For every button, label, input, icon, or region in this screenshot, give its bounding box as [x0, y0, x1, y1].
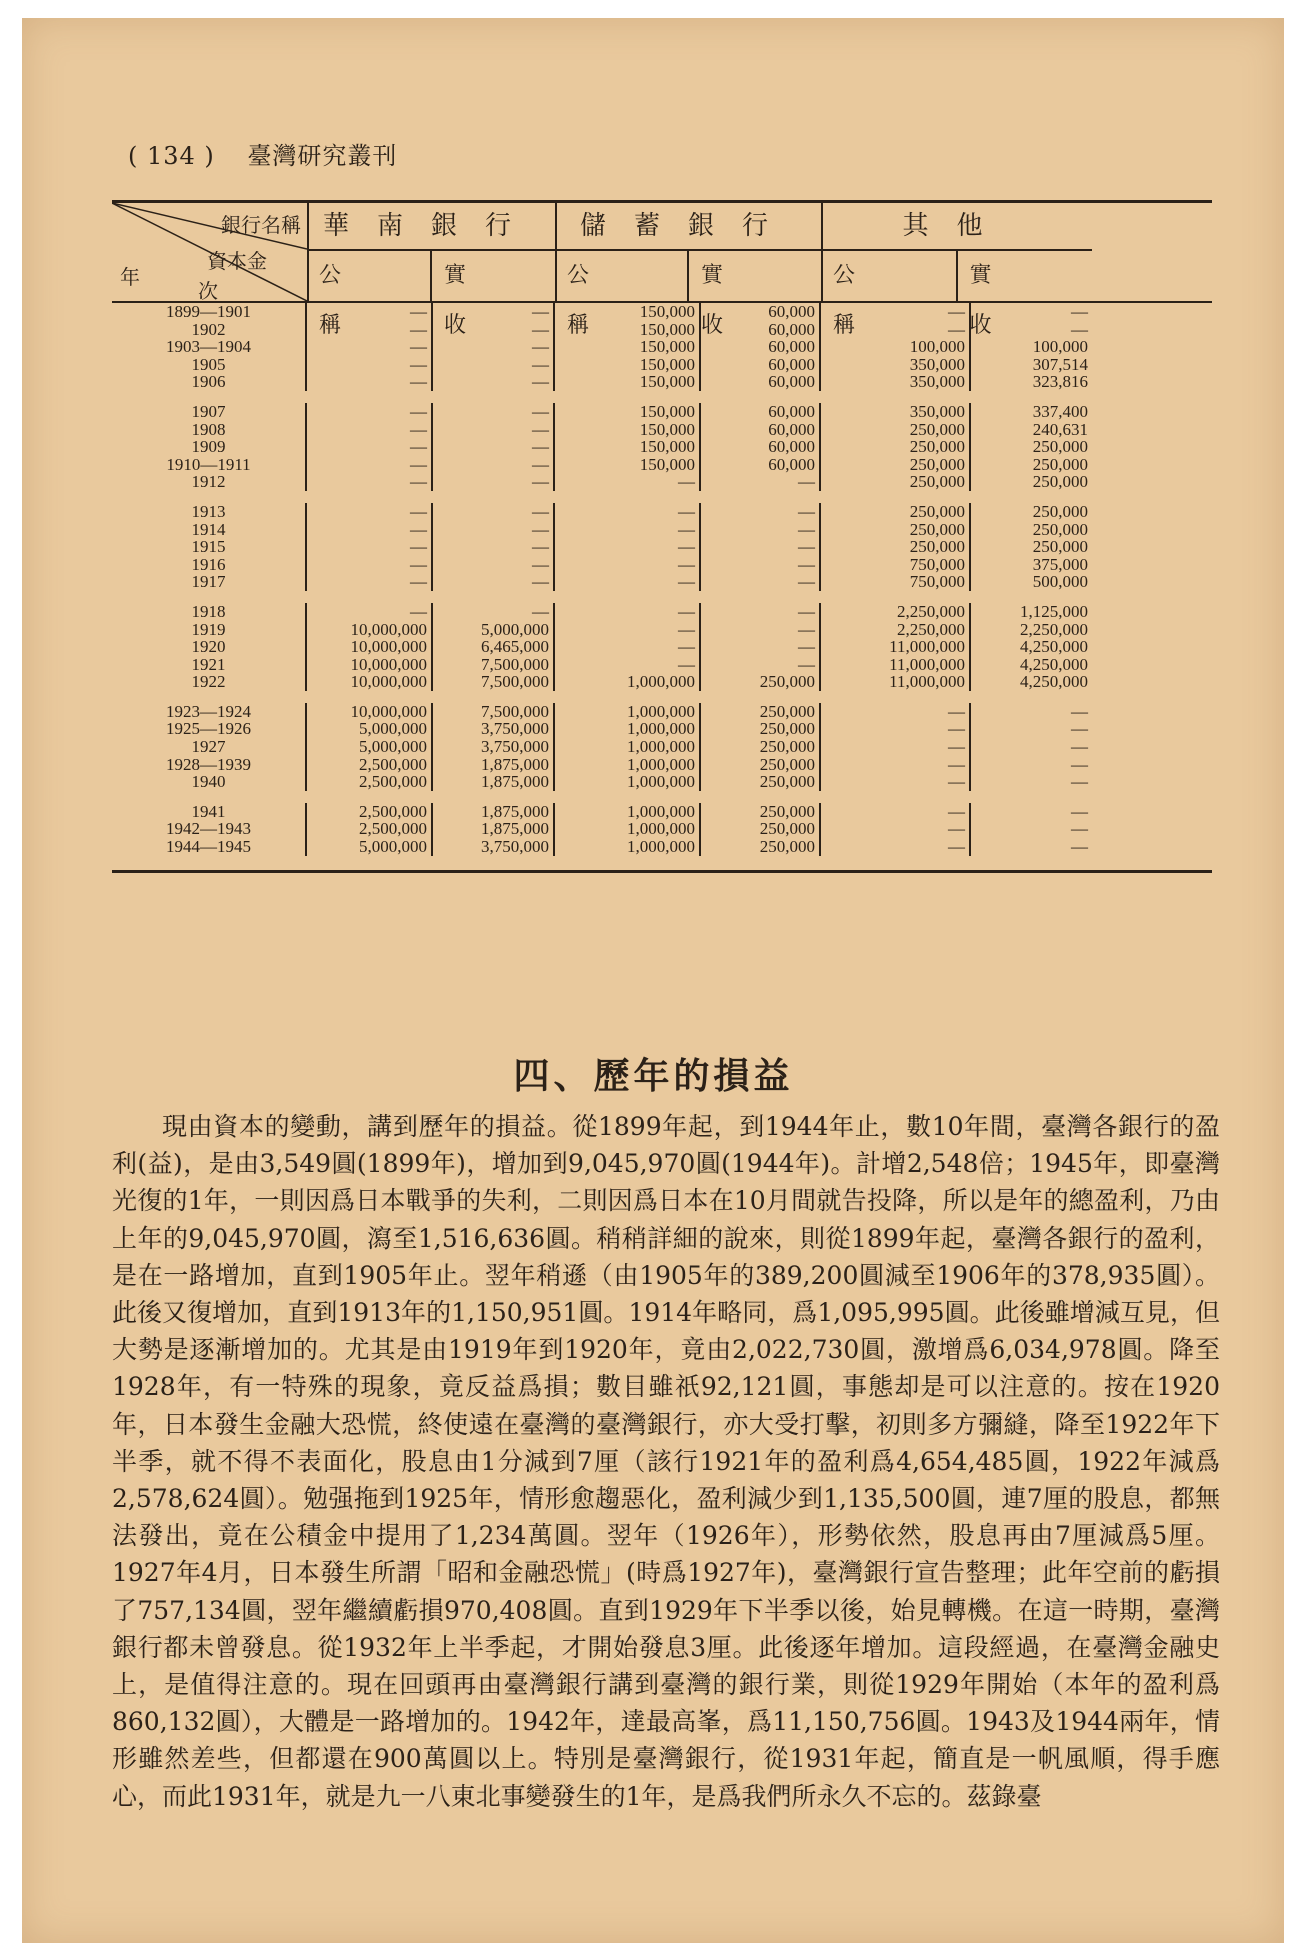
value-cell: —	[433, 521, 555, 539]
year-cell: 1908	[112, 421, 307, 439]
value-cell: 250,000	[1032, 501, 1088, 521]
value-cell: 250,000	[1032, 437, 1088, 457]
table-row	[112, 738, 1212, 756]
value-cell: —	[433, 438, 555, 456]
year-cell: 1940	[112, 773, 307, 791]
value-cell: —	[555, 473, 701, 491]
subheader-text: 實收	[444, 263, 523, 338]
corner-cell	[112, 203, 309, 301]
value-cell: 750,000	[821, 556, 971, 574]
group-name: 華南銀行	[307, 203, 555, 251]
value-cell: —	[555, 621, 701, 639]
table-row	[112, 603, 1212, 621]
capital-table	[112, 200, 1212, 873]
value-cell: 10,000,000	[307, 656, 433, 674]
value-cell: 11,000,000	[821, 638, 971, 656]
table-row	[112, 673, 1212, 691]
group-name: 其他	[821, 203, 1092, 251]
value-cell: —	[433, 338, 555, 356]
value-cell: —	[821, 720, 971, 738]
value-cell: —	[1071, 302, 1088, 321]
value-cell: —	[1071, 754, 1088, 774]
value-cell: —	[307, 338, 433, 356]
value-cell: —	[307, 303, 433, 321]
value-cell: 2,500,000	[307, 773, 433, 791]
value-cell: 6,465,000	[433, 638, 555, 656]
value-cell: 7,500,000	[433, 673, 555, 691]
value-cell: 375,000	[1032, 554, 1088, 574]
value-cell: 1,000,000	[555, 738, 701, 756]
value-cell: 250,000	[821, 473, 971, 491]
value-cell: 100,000	[821, 338, 971, 356]
value-cell: —	[1071, 837, 1088, 857]
value-cell: —	[307, 538, 433, 556]
corner-capital-label: 資本金	[207, 249, 267, 273]
section-title: 四、歷年的損益	[513, 1055, 794, 1097]
value-cell: 250,000	[701, 803, 821, 821]
value-cell: 2,250,000	[821, 621, 971, 639]
value-cell: —	[821, 738, 971, 756]
year-cell: 1919	[112, 621, 307, 639]
value-cell: —	[821, 820, 971, 838]
value-cell: 150,000	[555, 373, 701, 391]
value-cell: —	[433, 356, 555, 374]
table-row	[112, 538, 1212, 556]
value-cell: —	[307, 421, 433, 439]
body-text	[112, 1108, 1220, 1815]
value-cell: 1,000,000	[555, 703, 701, 721]
value-cell: —	[701, 656, 821, 674]
value-cell: —	[555, 638, 701, 656]
value-cell: 1,000,000	[555, 773, 701, 791]
value-cell: 60,000	[701, 303, 821, 321]
year-cell: 1906	[112, 373, 307, 391]
value-cell: —	[701, 503, 821, 521]
value-cell: 2,500,000	[307, 803, 433, 821]
value-cell: —	[307, 603, 433, 621]
year-cell: 1918	[112, 603, 307, 621]
value-cell: —	[307, 556, 433, 574]
value-cell: —	[821, 303, 971, 321]
table-row	[112, 373, 1212, 391]
value-cell: 7,500,000	[433, 703, 555, 721]
value-cell: 7,500,000	[433, 656, 555, 674]
page-number: ( 134 )	[128, 142, 215, 170]
value-cell: —	[555, 556, 701, 574]
value-cell: 11,000,000	[821, 673, 971, 691]
value-cell: —	[433, 573, 555, 591]
value-cell: —	[1071, 819, 1088, 839]
value-cell: —	[821, 756, 971, 774]
year-cell: 1941	[112, 803, 307, 821]
value-cell: —	[433, 421, 555, 439]
year-cell: 1909	[112, 438, 307, 456]
value-cell: 100,000	[1032, 337, 1088, 357]
value-cell: —	[555, 538, 701, 556]
value-cell: —	[433, 473, 555, 491]
value-cell: 150,000	[555, 421, 701, 439]
subheader-text: 實收	[701, 263, 780, 338]
year-cell: 1927	[112, 738, 307, 756]
value-cell: —	[555, 503, 701, 521]
value-cell: —	[307, 473, 433, 491]
value-cell: 250,000	[701, 838, 821, 856]
table-row	[112, 503, 1212, 521]
value-cell: 4,250,000	[1020, 672, 1088, 692]
value-cell: 1,000,000	[555, 838, 701, 856]
value-cell: 5,000,000	[433, 621, 555, 639]
value-cell: —	[555, 656, 701, 674]
table-row	[112, 656, 1212, 674]
value-cell: 250,000	[1032, 519, 1088, 539]
value-cell: —	[701, 603, 821, 621]
table-body	[112, 303, 1212, 856]
year-cell: 1914	[112, 521, 307, 539]
value-cell: 250,000	[701, 673, 821, 691]
value-cell: 60,000	[701, 421, 821, 439]
value-cell: —	[1071, 319, 1088, 339]
value-cell: —	[821, 803, 971, 821]
value-cell: 250,000	[701, 720, 821, 738]
table-row	[112, 703, 1212, 721]
value-cell: —	[555, 573, 701, 591]
value-cell: 350,000	[821, 356, 971, 374]
value-cell: 1,000,000	[555, 673, 701, 691]
value-cell: —	[433, 373, 555, 391]
value-cell: 60,000	[701, 338, 821, 356]
value-cell: 750,000	[821, 573, 971, 591]
value-cell: 60,000	[701, 456, 821, 474]
corner-year-label: 年	[120, 265, 140, 289]
value-cell: 250,000	[701, 703, 821, 721]
value-cell: 1,875,000	[433, 820, 555, 838]
year-cell: 1944—1945	[112, 838, 307, 856]
year-cell: 1912	[112, 473, 307, 491]
value-cell: 1,000,000	[555, 820, 701, 838]
table-bottom-rule	[112, 870, 1212, 873]
value-cell: —	[701, 538, 821, 556]
value-cell: 250,000	[701, 738, 821, 756]
value-cell: 250,000	[821, 503, 971, 521]
table-row	[112, 473, 1212, 491]
value-cell: 250,000	[1032, 454, 1088, 474]
subheader-text: 公稱	[567, 263, 656, 338]
value-cell: 60,000	[701, 373, 821, 391]
value-cell: 323,816	[1032, 372, 1088, 392]
value-cell: —	[555, 521, 701, 539]
group-other	[821, 203, 1092, 338]
year-cell: 1917	[112, 573, 307, 591]
value-cell: —	[701, 521, 821, 539]
year-cell: 1905	[112, 356, 307, 374]
group-name: 儲蓄銀行	[555, 203, 821, 251]
value-cell: 500,000	[1032, 572, 1088, 592]
value-cell: —	[433, 303, 555, 321]
year-cell: 1907	[112, 403, 307, 421]
value-cell: —	[433, 538, 555, 556]
table-row	[112, 573, 1212, 591]
value-cell: 250,000	[701, 756, 821, 774]
value-cell: 10,000,000	[307, 703, 433, 721]
value-cell: 337,400	[1032, 401, 1088, 421]
value-cell: 240,631	[1032, 419, 1088, 439]
value-cell: —	[701, 573, 821, 591]
journal-title: 臺灣研究叢刊	[247, 142, 398, 170]
table-row	[112, 438, 1212, 456]
year-cell: 1899—1901	[112, 303, 307, 321]
value-cell: 307,514	[1032, 354, 1088, 374]
value-cell: 3,750,000	[433, 720, 555, 738]
value-cell: —	[1071, 719, 1088, 739]
subheader-paid	[430, 251, 555, 338]
value-cell: 250,000	[701, 773, 821, 791]
value-cell: —	[433, 503, 555, 521]
value-cell: —	[307, 456, 433, 474]
value-cell: 150,000	[555, 356, 701, 374]
value-cell: 1,000,000	[555, 720, 701, 738]
table-row	[112, 621, 1212, 639]
year-cell: 1925—1926	[112, 720, 307, 738]
body-paragraph: 現由資本的變動，講到歷年的損益。從1899年起，到1944年止，數10年間，臺灣各銀行的盈利(益)，是由3,549圓(1899年)，增加到9,045,970圓(1944年)。計增2,548倍；1945年，即臺灣光復的1年，一則因爲日本戰爭的失利，二則因爲日本在10月間就告投降，所以是年的總盈利，乃由上年的9,045,970圓，瀉至1,516,636圓。稍稍詳細的說來，則從1899年起，臺灣各銀行的盈利，是在一路增加，直到1905年止。翌年稍遜（由1905年的389,200圓減至1906年的378,935圓）。此後又復增加，直到1913年的1,150,951圓。1914年略同，爲1,095,995圓。此後雖增減互見，但大勢是逐漸增加的。尤其是由1919年到1920年，竟由2,022,730圓，激增爲6,034,978圓。降至1928年，有一特殊的現象，竟反益爲損；數目雖祇92,121圓，事態却是可以注意的。按在1920年，日本發生金融大恐慌，終使遠在臺灣的臺灣銀行，亦大受打擊，初則多方彌縫，降至1922年下半季，就不得不表面化，股息由1分減到7厘（該行1921年的盈利爲4,654,485圓，1922年減爲2,578,624圓）。勉强拖到1925年，情形愈趨惡化，盈利減少到1,135,500圓，連7厘的股息，都無法發出，竟在公積金中提用了1,234萬圓。翌年（1926年），形勢依然，股息再由7厘減爲5厘。1927年4月，日本發生所謂「昭和金融恐慌」(時爲1927年)，臺灣銀行宣告整理；此年空前的虧損了757,134圓，翌年繼續虧損970,408圓。直到1929年下半季以後，始見轉機。在這一時期，臺灣銀行都未曾發息。從1932年上半季起，才開始發息3厘。此後逐年增加。這段經過，在臺灣金融史上，是值得注意的。現在回頭再由臺灣銀行講到臺灣的銀行業，則從1929年開始（本年的盈利爲860,132圓），大體是一路增加的。1942年，達最高峯，爲11,150,756圓。1943及1944兩年，情形雖然差些，但都還在900萬圓以上。特別是臺灣銀行，從1931年起，簡直是一帆風順，得手應心，而此1931年，就是九一八東北事變發生的1年，是爲我們所永久不忘的。茲錄臺	[112, 1112, 1220, 1811]
subheader-paid	[956, 251, 1093, 338]
table-row	[112, 773, 1212, 791]
value-cell: —	[307, 438, 433, 456]
year-cell: 1922	[112, 673, 307, 691]
table-row	[112, 720, 1212, 738]
value-cell: 1,000,000	[555, 756, 701, 774]
value-cell: 10,000,000	[307, 673, 433, 691]
corner-ci-label: 次	[198, 279, 218, 303]
value-cell: 4,250,000	[1020, 654, 1088, 674]
table-row	[112, 820, 1212, 838]
value-cell: 10,000,000	[307, 621, 433, 639]
year-cell: 1903—1904	[112, 338, 307, 356]
year-cell: 1910—1911	[112, 456, 307, 474]
value-cell: 1,875,000	[433, 756, 555, 774]
corner-bank-label: 銀行名稱	[221, 213, 301, 237]
subheader-text: 公稱	[319, 263, 398, 338]
value-cell: —	[433, 321, 555, 339]
value-cell: 4,250,000	[1020, 637, 1088, 657]
value-cell: —	[1071, 801, 1088, 821]
table-row	[112, 756, 1212, 774]
value-cell: 250,000	[821, 456, 971, 474]
value-cell: —	[821, 703, 971, 721]
value-cell: —	[1071, 737, 1088, 757]
value-cell: —	[821, 773, 971, 791]
table-row	[112, 638, 1212, 656]
subheader-text: 實收	[969, 263, 1048, 338]
value-cell: 250,000	[701, 820, 821, 838]
subheader-nominal	[307, 251, 430, 338]
value-cell: —	[433, 556, 555, 574]
year-cell: 1916	[112, 556, 307, 574]
value-cell: 5,000,000	[307, 720, 433, 738]
year-cell: 1913	[112, 503, 307, 521]
group-huanan	[307, 203, 557, 338]
value-cell: 350,000	[821, 403, 971, 421]
value-cell: 2,500,000	[307, 756, 433, 774]
value-cell: —	[307, 573, 433, 591]
value-cell: 150,000	[555, 321, 701, 339]
value-cell: 250,000	[821, 521, 971, 539]
value-cell: 60,000	[701, 356, 821, 374]
value-cell: —	[307, 403, 433, 421]
value-cell: 150,000	[555, 403, 701, 421]
value-cell: —	[821, 321, 971, 339]
value-cell: —	[701, 556, 821, 574]
value-cell: —	[307, 356, 433, 374]
table-row	[112, 838, 1212, 856]
table-row	[112, 456, 1212, 474]
table-row	[112, 521, 1212, 539]
year-cell: 1902	[112, 321, 307, 339]
value-cell: 250,000	[1032, 472, 1088, 492]
value-cell: —	[307, 373, 433, 391]
table-row	[112, 356, 1212, 374]
year-cell: 1920	[112, 638, 307, 656]
value-cell: 150,000	[555, 303, 701, 321]
value-cell: —	[307, 321, 433, 339]
value-cell: 60,000	[701, 438, 821, 456]
value-cell: —	[701, 473, 821, 491]
value-cell: —	[555, 603, 701, 621]
value-cell: 60,000	[701, 403, 821, 421]
year-cell: 1915	[112, 538, 307, 556]
value-cell: —	[701, 621, 821, 639]
value-cell: —	[433, 456, 555, 474]
value-cell: 250,000	[821, 421, 971, 439]
year-cell: 1942—1943	[112, 820, 307, 838]
value-cell: 60,000	[701, 321, 821, 339]
value-cell: 2,250,000	[821, 603, 971, 621]
value-cell: 11,000,000	[821, 656, 971, 674]
value-cell: 350,000	[821, 373, 971, 391]
value-cell: 5,000,000	[307, 838, 433, 856]
page-header	[128, 136, 397, 171]
value-cell: —	[821, 838, 971, 856]
value-cell: 250,000	[821, 438, 971, 456]
value-cell: 1,875,000	[433, 803, 555, 821]
value-cell: —	[701, 638, 821, 656]
table-row	[112, 421, 1212, 439]
value-cell: 3,750,000	[433, 738, 555, 756]
value-cell: 1,875,000	[433, 773, 555, 791]
value-cell: 1,125,000	[1020, 601, 1088, 621]
value-cell: 5,000,000	[307, 738, 433, 756]
table-row	[112, 803, 1212, 821]
value-cell: —	[307, 503, 433, 521]
year-cell: 1923—1924	[112, 703, 307, 721]
table-row	[112, 403, 1212, 421]
year-cell: 1928—1939	[112, 756, 307, 774]
value-cell: 150,000	[555, 456, 701, 474]
subheader-text: 公稱	[833, 263, 926, 338]
value-cell: —	[1071, 772, 1088, 792]
value-cell: 250,000	[821, 538, 971, 556]
value-cell: 150,000	[555, 338, 701, 356]
value-cell: —	[307, 521, 433, 539]
value-cell: 150,000	[555, 438, 701, 456]
value-cell: 3,750,000	[433, 838, 555, 856]
value-cell: 1,000,000	[555, 803, 701, 821]
value-cell: —	[433, 603, 555, 621]
value-cell: —	[1071, 701, 1088, 721]
table-row	[112, 556, 1212, 574]
value-cell: 2,250,000	[1020, 619, 1088, 639]
value-cell: 2,500,000	[307, 820, 433, 838]
year-cell: 1921	[112, 656, 307, 674]
value-cell: —	[433, 403, 555, 421]
subheader-nominal	[821, 251, 956, 338]
value-cell: 250,000	[1032, 537, 1088, 557]
value-cell: 10,000,000	[307, 638, 433, 656]
